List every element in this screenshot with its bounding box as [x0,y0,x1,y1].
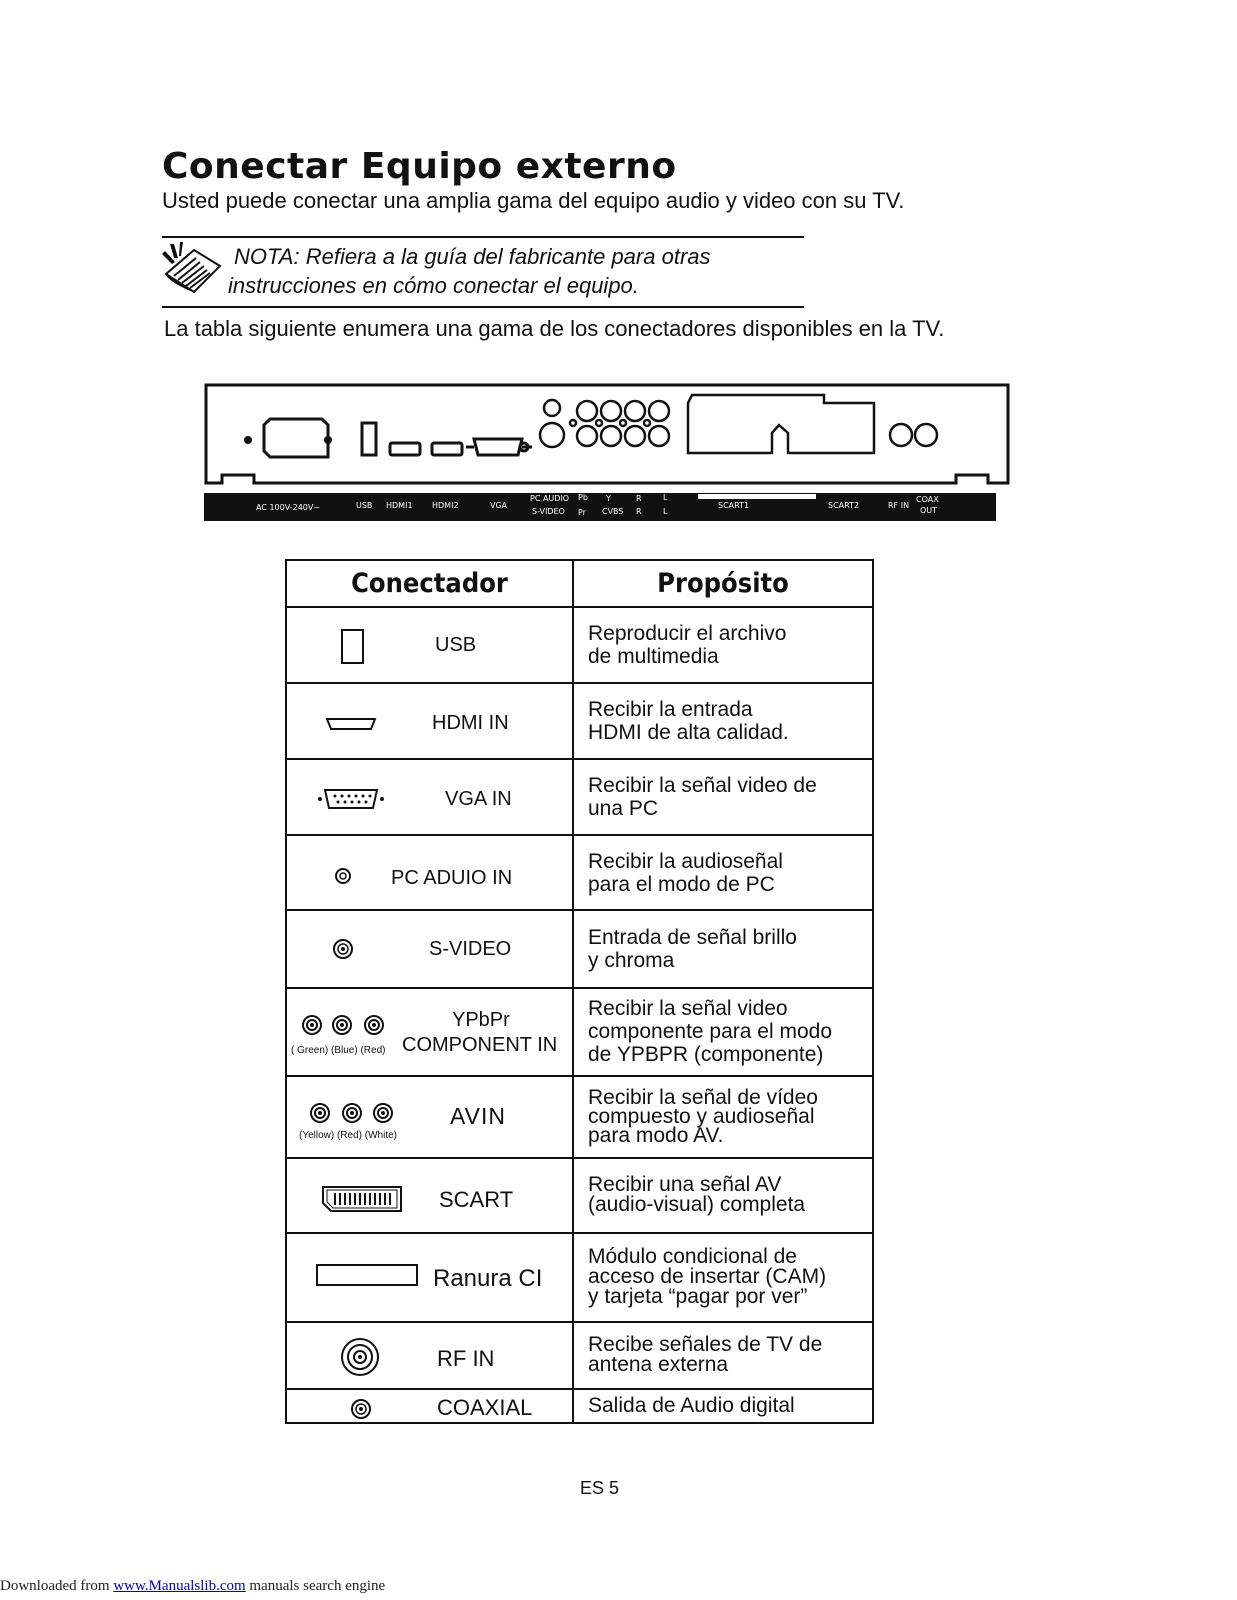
purpose-line: una PC [588,797,659,821]
purpose-cell [573,1389,873,1423]
table-row [286,607,873,683]
color-legend: ( Green) (Blue) (Red) [291,1044,386,1056]
purpose-line: Módulo condicional de [588,1245,797,1269]
purpose-line: compuesto y audioseñal [588,1105,815,1129]
purpose-line: y chroma [588,949,675,973]
footer-prefix: Downloaded from [0,1578,114,1594]
connector-label: AVIN [450,1102,506,1129]
purpose-cell [573,835,873,911]
table-row [286,988,873,1076]
purpose-cell [573,607,873,683]
panel-label-r-top: R [636,494,642,503]
hdmi-port-icon [287,684,574,760]
panel-label-cvbs: CVBS [602,507,624,516]
panel-label-rf-in: RF IN [888,501,910,510]
rca-component-icon [287,989,574,1076]
panel-label-pr: Pr [578,508,586,517]
purpose-line: componente para el modo [588,1020,832,1044]
panel-label-pb: Pb [578,493,588,502]
panel-label-scart2: SCART2 [828,501,860,510]
connector-label: PC ADUIO IN [391,866,513,889]
purpose-line: Salida de Audio digital [588,1394,795,1418]
purpose-cell [573,683,873,760]
table-header-row [286,560,873,607]
purpose-line: Recibir la entrada [588,698,753,722]
purpose-line: Entrada de señal brillo [588,926,797,950]
page-number: ES 5 [580,1478,620,1498]
table-row [286,1076,873,1159]
color-legend: (Yellow) (Red) (White) [299,1129,397,1141]
purpose-cell [573,988,873,1076]
rear-panel-diagram [204,383,1012,531]
connector-label: Ranura CI [433,1264,543,1292]
panel-label-y: Y [606,494,611,503]
panel-label-out: OUT [920,506,938,515]
table-row [286,1389,873,1423]
purpose-cell [573,759,873,835]
rca-av-icon [287,1077,574,1159]
panel-label-usb: USB [356,501,373,510]
purpose-cell [573,1158,873,1233]
purpose-line: acceso de insertar (CAM) [588,1265,827,1289]
purpose-cell [573,1233,873,1323]
rf-port-icon [287,1323,574,1389]
connector-label-2: COMPONENT IN [402,1033,558,1056]
purpose-line: HDMI de alta calidad. [588,721,789,745]
connector-label: COAXIAL [437,1394,533,1420]
purpose-line: Recibir la audioseñal [588,849,783,873]
purpose-line: Recibir la señal video de [588,774,817,798]
purpose-line: (audio-visual) completa [588,1193,806,1217]
purpose-line: Recibir la señal de vídeo [588,1086,818,1110]
panel-label-scart1: SCART1 [718,501,750,510]
scart-port-icon [287,1159,574,1233]
note-bottom-rule [162,306,804,308]
note-top-rule [162,236,804,238]
footer [0,1578,385,1595]
table-row [286,759,873,835]
connector-label: USB [435,634,477,657]
table-row [286,1233,873,1323]
purpose-cell [573,1076,873,1159]
purpose-line: para modo AV. [588,1124,724,1148]
panel-label-coax: COAX [916,495,939,504]
note-icon [160,240,226,298]
panel-label-l-bottom: L [663,507,668,516]
table-row [286,1158,873,1233]
panel-label-r-bottom: R [636,507,642,516]
table-row [286,910,873,988]
panel-label-vga: VGA [490,501,508,510]
purpose-line: para el modo de PC [588,872,775,896]
page-title: Conectar Equipo externo [162,146,677,187]
footer-suffix: manuals search engine [245,1578,386,1594]
purpose-line: Recibir una señal AV [588,1173,782,1197]
intro-text: Usted puede conectar una amplia gama del equipo audio y video con su TV. [162,188,905,213]
panel-label-ac: AC 100V-240V~ [256,503,321,512]
connector-label: VGA IN [445,788,512,811]
purpose-line: de YPBPR (componente) [588,1043,824,1067]
panel-label-pc-audio: PC AUDIO [530,494,570,503]
purpose-line: de multimedia [588,645,719,669]
purpose-line: Reproducir el archivo [588,622,787,646]
connector-label: SCART [439,1187,514,1213]
connector-label: RF IN [437,1346,495,1372]
purpose-cell [573,910,873,988]
panel-label-hdmi2: HDMI2 [432,501,459,510]
purpose-line: y tarjeta “pagar por ver” [588,1285,808,1309]
connector-label: HDMI IN [432,711,509,734]
header-connector: Conectador [300,560,558,607]
panel-label-l-top: L [663,493,668,502]
table-row [286,683,873,760]
connector-label: S-VIDEO [429,938,512,961]
header-purpose: Propósito [588,560,858,607]
purpose-line: Recibir la señal video [588,997,788,1021]
panel-label-svideo: S-VIDEO [532,507,565,516]
footer-link[interactable]: www.Manualslib.com [113,1578,246,1594]
purpose-line: Recibe señales de TV de [588,1333,823,1357]
connector-table [285,559,874,1424]
note-line-1: NOTA: Refiera a la guía del fabricante para otras [234,244,711,269]
purpose-line: antena externa [588,1353,729,1377]
table-intro-text: La tabla siguiente enumera una gama de los conectadores disponibles en la TV. [164,316,945,341]
panel-label-hdmi1: HDMI1 [386,501,413,510]
vga-port-icon [287,760,574,835]
note-line-2: instrucciones en cómo conectar el equipo. [228,273,639,298]
table-row [286,835,873,911]
table-row [286,1322,873,1388]
usb-port-icon [287,608,574,683]
purpose-cell [573,1322,873,1388]
connector-label: YPbPr [452,1008,510,1031]
